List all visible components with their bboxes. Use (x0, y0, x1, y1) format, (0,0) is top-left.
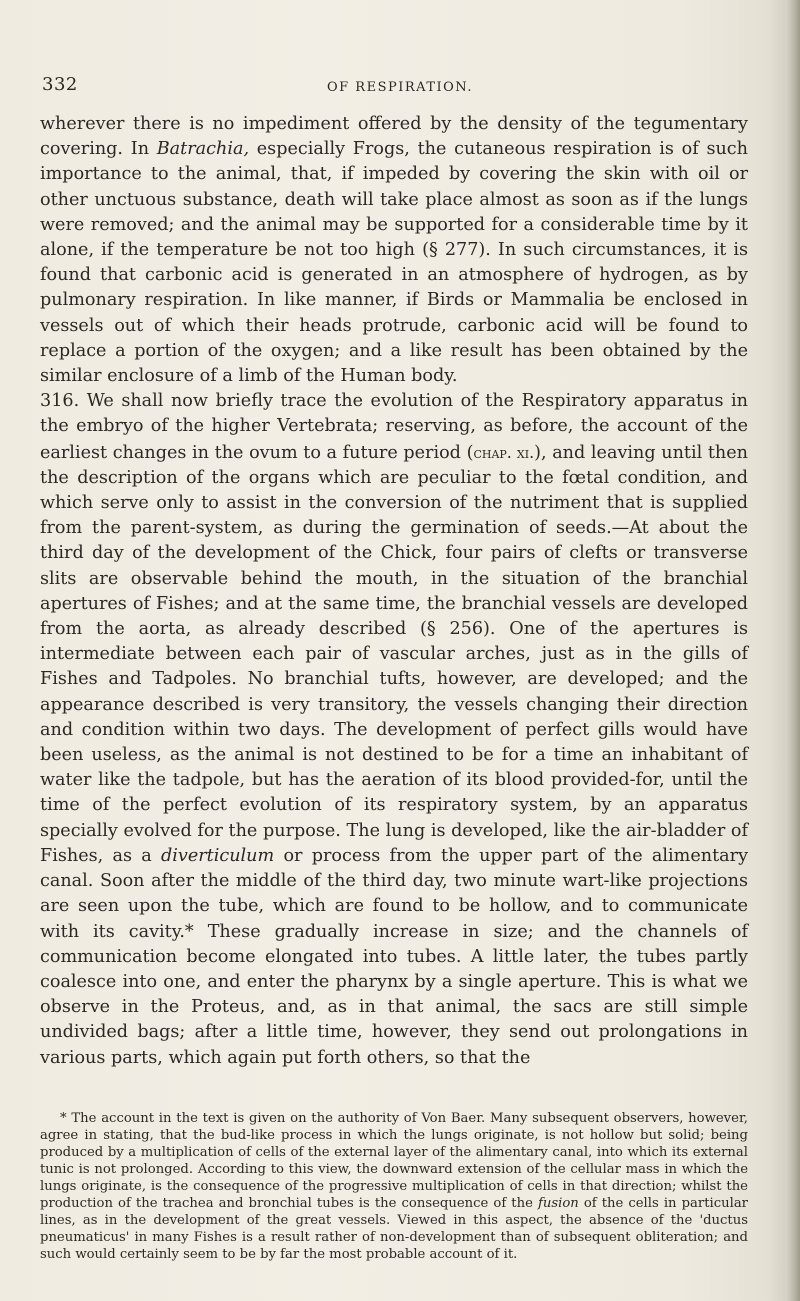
footnote (40, 1110, 748, 1263)
footnote-text: of the cells in particular lines, as in the development of the great vessels. Viewed in this aspect, the absence of the 'ductus pneumaticus' in many Fishes is a result rather of non-development than of subsequent obliteration; and such would certainly seem to be by far the most probable account of it. (40, 1196, 748, 1262)
italic-term-diverticulum: diverticulum (161, 845, 275, 866)
paragraph-text: ), and leaving until then the description of the organs which are peculiar to the fœtal condition, and which serve only to assist in the conversion of the nutriment that is supplied from the parent-system, as during the germination of seeds.—At about the third day of the development of the Chick, four pairs of clefts or transverse slits are observable behind the mouth, in the situation of the branchial apertures of Fishes; and at the same time, the branchial vessels are developed from the aorta, as already described (§ 256). One of the apertures is intermediate between each pair of vascular arches, just as in the gills of Fishes and Tadpoles. No branchial tufts, however, are developed; and the appearance described is very transitory, the vessels changing their direction and condition within two days. The development of perfect gills would have been useless, as the animal is not destined to be for a time an inhabitant of water like the tadpole, but has the aeration of its blood provided-for, until the time of the perfect evolution of its respiratory system, by an apparatus specially evolved for the purpose. The lung is developed, like the air-bladder of Fishes, as a (40, 442, 748, 866)
italic-term-batrachia: Batrachia, (156, 139, 250, 160)
italic-term-fusion: fusion (537, 1196, 579, 1211)
paragraph-316-embryo-respiration (40, 389, 748, 1070)
paragraph-tegumentary-respiration (40, 112, 748, 389)
chapter-reference: chap. xi. (473, 442, 535, 462)
body-text (40, 112, 748, 1071)
paragraph-text: wherever there is no impediment offered by the density of the tegumentary covering. In (40, 114, 748, 160)
footnote-text: * The account in the text is given on the authority of Von Baer. Many subsequent observers, however, agree in stating, that the bud-like process in which the lungs originate, is not hollow but solid; being produced by a multiplication of cells of the external layer of the alimentary canal, into which its external tunic is not prolonged. According to this view, the downward extension of the cellular mass in which the lungs originate, is the consequence of the progressive multiplication of cells in that direction; whilst the production of the trachea and bronchial tubes is the consequence of the (40, 1111, 748, 1211)
paragraph-text: 316. We shall now briefly trace the evolution of the Respiratory apparatus in the embryo of the higher Vertebrata; reserving, as before, the account of the earliest changes in the ovum to a future period ( (40, 391, 748, 463)
page-number: 332 (42, 74, 78, 95)
paragraph-text: or process from the upper part of the alimentary canal. Soon after the middle of the third day, two minute wart-like projections are seen upon the tube, which are found to be hollow, and to communicate with its cavity.* These gradually increase in size; and the channels of communication become elongated into tubes. A little later, the tubes partly coalesce into one, and enter the pharynx by a single aperture. This is what we observe in the Proteus, and, as in that animal, the sacs are still simple undivided bags; after a little time, however, they send out prolongations in various parts, which again put forth others, so that the (40, 845, 749, 1068)
page-edge-shadow (786, 0, 800, 1301)
paragraph-text: especially Frogs, the cutaneous respiration is of such importance to the animal, that, if impeded by covering the skin with oil or other unctuous substance, death will take place almost as soon as if the lungs were removed; and the animal may be supported for a considerable time by it alone, if the temperature be not too high (§ 277). In such circumstances, it is found that carbonic acid is generated in an atmosphere of hydrogen, as by pulmonary respiration. In like manner, if Birds or Mammalia be enclosed in vessels out of which their heads protrude, carbonic acid will be found to replace a portion of the oxygen; and a like result has been obtained by the similar enclosure of a limb of the Human body. (40, 139, 748, 387)
footnote-paragraph (40, 1110, 748, 1263)
running-head: OF RESPIRATION. (327, 80, 473, 95)
